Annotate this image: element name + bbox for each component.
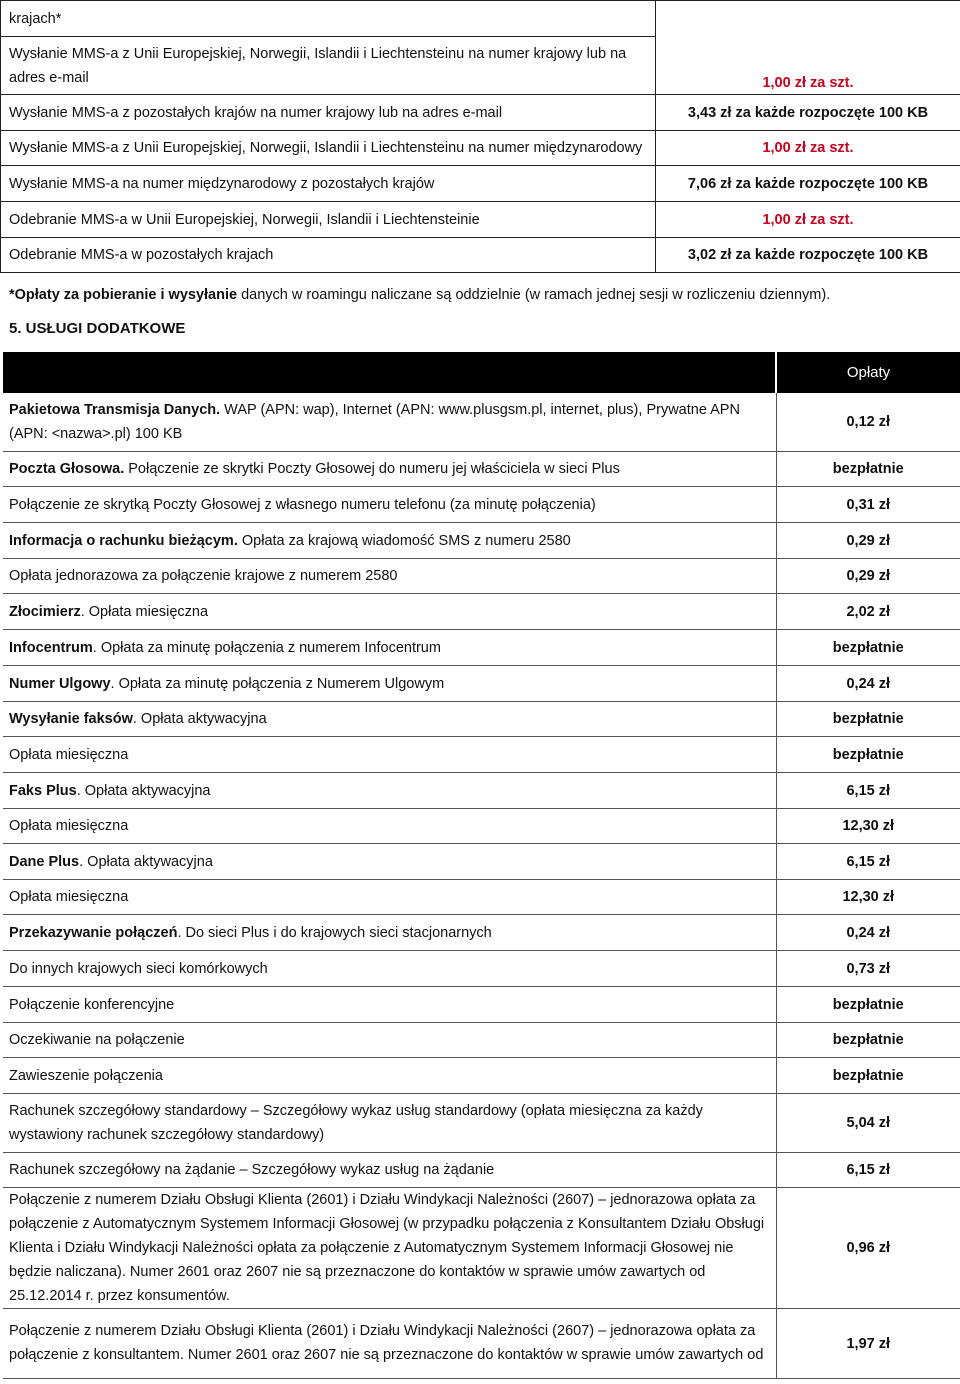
service-detail: Opłata miesięczna [9,818,129,834]
service-detail: . Opłata miesięczna [80,603,209,620]
service-price: 0,24 zł [776,915,960,951]
service-name: Infocentrum [9,639,93,656]
table-row [3,1023,960,1058]
service-description [3,1058,776,1094]
table-row [3,594,960,630]
service-detail: Opłata jednorazowa za połączenie krajowe z numerem 2580 [9,568,398,584]
service-price: 0,29 zł [776,523,960,559]
service-price: 0,12 zł [776,393,960,452]
service-price: 0,31 zł [776,487,960,523]
footnote-text: danych w roamingu naliczane są oddzielnie (w ramach jednej sesji w rozliczeniu dziennym). [237,287,831,303]
service-price: bezpłatnie [776,702,960,737]
row-price: 1,00 zł za szt. [656,1,960,95]
service-price: bezpłatnie [776,630,960,666]
service-detail: . Opłata aktywacyjna [132,711,267,727]
row-price: 3,43 zł za każde rozpoczęte 100 KB [656,95,960,131]
service-description [3,987,776,1023]
row-description: Wysłanie MMS-a na numer międzynarodowy z pozostałych krajów [1,166,656,202]
table-row [3,702,960,737]
table-row [3,915,960,951]
table-row [1,238,960,273]
additional-services-table [3,352,960,1379]
service-detail: Oczekiwanie na połączenie [9,1032,185,1048]
service-name: Przekazywanie połączeń [9,924,178,941]
service-description [3,809,776,844]
row-description: Odebranie MMS-a w Unii Europejskiej, Norwegii, Islandii i Liechtensteinie [1,202,656,238]
table-row [3,1094,960,1153]
service-detail: WAP (APN: wap), Internet (APN: www.plusgsm.pl, internet, plus), Prywatne APN (APN: <nazwa>.pl) 100 KB [9,402,740,442]
service-price: 0,24 zł [776,666,960,702]
service-description [3,737,776,773]
header-price: Opłaty [776,352,960,393]
row-description: Wysłanie MMS-a z Unii Europejskiej, Norwegii, Islandii i Liechtensteinu na numer międzynarodowy [1,131,656,166]
service-price: 1,97 zł [776,1309,960,1379]
row-description: Wysłanie MMS-a z Unii Europejskiej, Norwegii, Islandii i Liechtensteinu na numer krajowy lub na adres e-mail [1,37,656,95]
service-price: 6,15 zł [776,1153,960,1188]
service-price: 0,29 zł [776,559,960,594]
row-price: 3,02 zł za każde rozpoczęte 100 KB [656,238,960,273]
service-price: 0,73 zł [776,951,960,987]
service-name: Poczta Głosowa. [9,461,125,477]
service-name: Faks Plus [9,782,77,799]
service-detail: Opłata miesięczna [9,746,129,763]
table-row [3,487,960,523]
service-price: 12,30 zł [776,809,960,844]
service-description [3,915,776,951]
service-name: Numer Ulgowy [9,675,111,692]
service-detail: . Opłata aktywacyjna [76,782,211,799]
table-row [1,166,960,202]
mms-roaming-table [0,0,960,273]
table-row [3,630,960,666]
service-price: bezpłatnie [776,1058,960,1094]
table-row [3,951,960,987]
table-row [3,809,960,844]
service-description [3,559,776,594]
service-price: 6,15 zł [776,773,960,809]
table-row [3,393,960,452]
service-detail: Połączenie konferencyjne [9,996,175,1013]
service-price: bezpłatnie [776,1023,960,1058]
table-row [1,95,960,131]
service-description [3,393,776,452]
service-description [3,844,776,880]
table-row [3,1153,960,1188]
service-name: Złocimierz [9,603,81,620]
table-row [3,987,960,1023]
service-detail: . Opłata za minutę połączenia z numerem Infocentrum [92,639,441,656]
service-price: 0,96 zł [776,1188,960,1309]
service-detail: . Opłata za minutę połączenia z Numerem Ulgowym [110,675,445,692]
table-row [3,737,960,773]
service-price: bezpłatnie [776,452,960,487]
row-description: Odebranie MMS-a w pozostałych krajach [1,238,656,273]
service-name: Wysyłanie faksów [9,711,133,727]
service-detail: . Do sieci Plus i do krajowych sieci stacjonarnych [177,924,492,941]
service-detail: Opłata za krajową wiadomość SMS z numeru 2580 [237,532,571,549]
row-price: 1,00 zł za szt. [656,202,960,238]
row-description: Wysłanie MMS-a z pozostałych krajów na numer krajowy lub na adres e-mail [1,95,656,131]
service-description [3,523,776,559]
service-detail: Połączenie z numerem Działu Obsługi Klienta (2601) i Działu Windykacji Należności (2607) – jednorazowa opłata za połączenie z konsultantem. Numer 2601 oraz 2607 nie są przeznaczone do kontaktów w sprawie umów zawartych od [9,1323,764,1363]
service-detail: Rachunek szczegółowy standardowy – Szczegółowy wykaz usług standardowy (opłata miesięczna za każdy wystawiony rachunek szczegółowy standardowy) [9,1103,703,1143]
service-detail: . Opłata aktywacyjna [79,853,213,870]
roaming-footnote [9,287,959,303]
service-price: 12,30 zł [776,880,960,915]
service-description [3,487,776,523]
row-description: krajach* [1,1,656,37]
service-description [3,951,776,987]
table-row [3,523,960,559]
service-description [3,452,776,487]
service-description [3,1023,776,1058]
service-price: 2,02 zł [776,594,960,630]
service-detail: Połączenie ze skrytką Poczty Głosowej z własnego numeru telefonu (za minutę połączenia) [9,496,596,513]
table-row [3,1309,960,1379]
table-row [1,1,960,37]
table-row [3,1058,960,1094]
table-row [3,559,960,594]
service-description [3,773,776,809]
service-price: 6,15 zł [776,844,960,880]
service-detail: Do innych krajowych sieci komórkowych [9,960,268,977]
service-description [3,1309,776,1379]
footnote-bold: *Opłaty za pobieranie i wysyłanie [9,287,238,303]
table-row [3,1188,960,1309]
service-detail: Opłata miesięczna [9,889,129,905]
service-detail: Połączenie z numerem Działu Obsługi Klienta (2601) i Działu Windykacji Należności (2607) – jednorazowa opłata za połączenie z Automatycznym Systemem Informacji Głosowej (w przypadku połączenia z Konsultantem Działu Obsługi Klienta i Działu Windykacji Należności opłata za połączenie z Automatycznym Systemem Informacji Głosowej nie będzie naliczana). Numer 2601 oraz 2607 nie są przeznaczone do kontaktów w sprawie umów zawartych od 25.12.2014 r. przez konsumentów. [9,1192,765,1304]
service-detail: Połączenie ze skrytki Poczty Głosowej do numeru jej właściciela w sieci Plus [124,461,620,477]
service-name: Dane Plus [9,853,80,870]
service-description [3,666,776,702]
service-name: Pakietowa Transmisja Danych. [9,402,221,418]
section-title: 5. USŁUGI DODATKOWE [9,320,186,337]
service-description [3,880,776,915]
service-price: bezpłatnie [776,737,960,773]
row-price: 1,00 zł za szt. [656,131,960,166]
service-description [3,594,776,630]
table-row [3,452,960,487]
service-detail: Zawieszenie połączenia [9,1067,163,1084]
service-description [3,630,776,666]
service-price: 5,04 zł [776,1094,960,1153]
table-row [1,131,960,166]
table-row [3,880,960,915]
service-detail: Rachunek szczegółowy na żądanie – Szczegółowy wykaz usług na żądanie [9,1162,495,1178]
service-description [3,702,776,737]
service-description [3,1188,776,1309]
service-name: Informacja o rachunku bieżącym. [9,532,238,549]
table-header-row [3,352,960,393]
header-description [3,352,776,393]
service-price: bezpłatnie [776,987,960,1023]
service-description [3,1153,776,1188]
service-description [3,1094,776,1153]
table-row [3,773,960,809]
table-row [3,844,960,880]
table-row [3,666,960,702]
table-row [1,202,960,238]
row-price: 7,06 zł za każde rozpoczęte 100 KB [656,166,960,202]
